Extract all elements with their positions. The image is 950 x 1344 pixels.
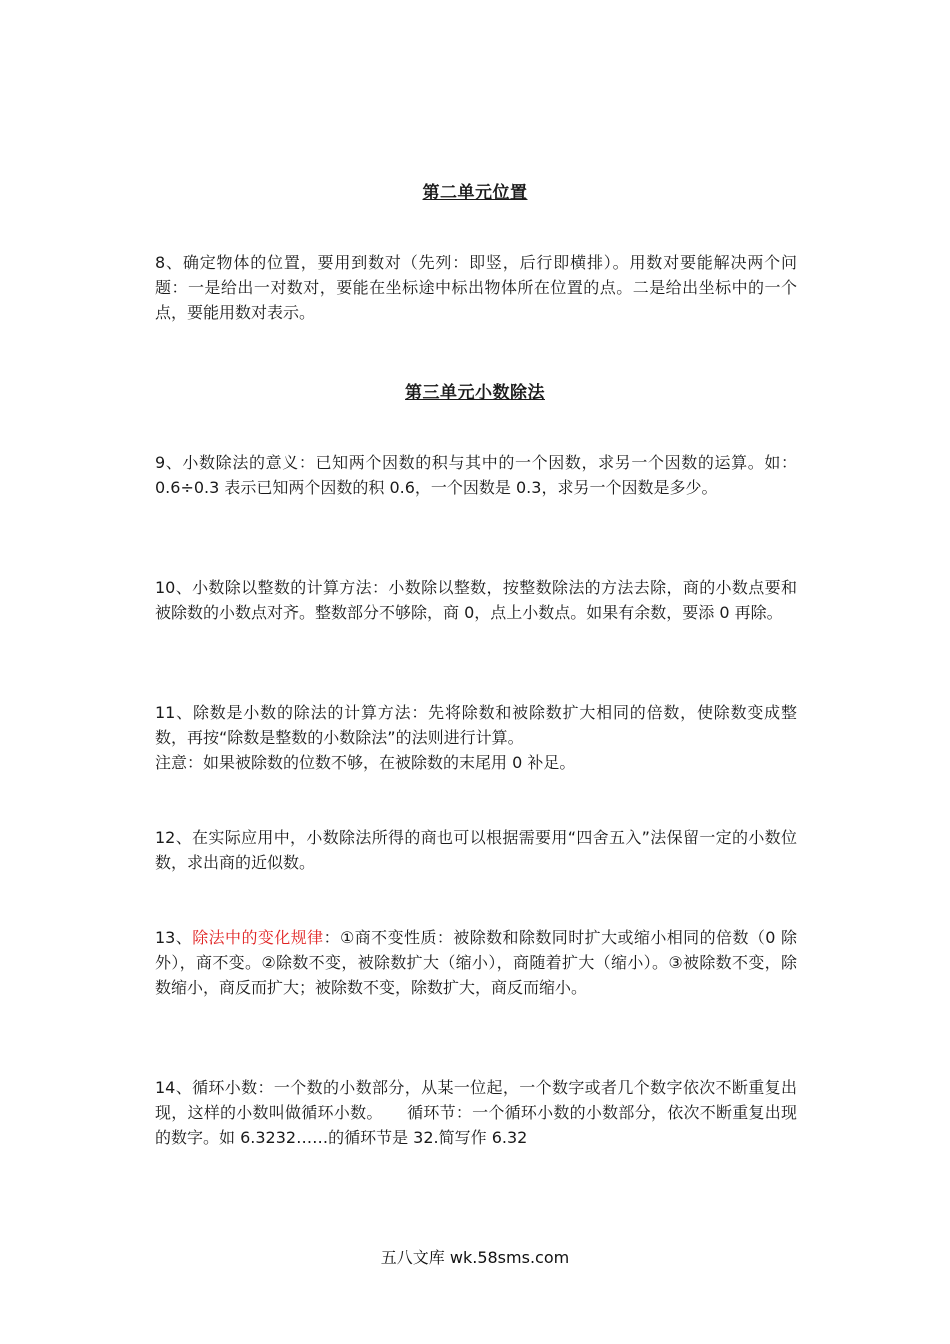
paragraph-12: 12、在实际应用中，小数除法所得的商也可以根据需要用“四舍五入”法保留一定的小数位数，求出商的近似数。: [155, 828, 797, 872]
paragraph-13-highlight: 除法中的变化规律: [192, 928, 324, 947]
paragraph-10: 10、小数除以整数的计算方法：小数除以整数，按整数除法的方法去除，商的小数点要和被除数的小数点对齐。整数部分不够除，商 0，点上小数点。如果有余数，要添 0 再除。: [155, 578, 797, 622]
paragraph-13: [155, 925, 797, 1000]
paragraph-13-number: 13、: [155, 928, 193, 947]
unit3-heading: 第三单元小数除法: [405, 383, 545, 403]
paragraph-8: 8、确定物体的位置，要用到数对（先列：即竖，后行即横排）。用数对要能解决两个问题：一是给出一对数对，要能在坐标途中标出物体所在位置的点。二是给出坐标中的一个点，要能用数对表示。: [155, 253, 797, 322]
paragraph-11-main: 11、除数是小数的除法的计算方法：先将除数和被除数扩大相同的倍数，使除数变成整数，再按“除数是整数的小数除法”的法则进行计算。: [155, 703, 797, 747]
paragraph-11-note: 注意：如果被除数的位数不够，在被除数的末尾用 0 补足。: [155, 753, 576, 772]
unit2-heading: 第二单元位置: [422, 183, 528, 203]
paragraph-11: [155, 700, 797, 775]
footer-watermark: 五八文库 wk.58sms.com: [380, 1248, 570, 1267]
paragraph-14: 14、循环小数：一个数的小数部分，从某一位起，一个数字或者几个数字依次不断重复出现，这样的小数叫做循环小数。 循环节：一个循环小数的小数部分，依次不断重复出现的数字。如 6.3232……的循环节是 32.简写作 6.32: [155, 1078, 797, 1147]
paragraph-9: 9、小数除法的意义：已知两个因数的积与其中的一个因数，求另一个因数的运算。如：0.6÷0.3 表示已知两个因数的积 0.6，一个因数是 0.3，求另一个因数是多少。: [155, 453, 797, 497]
paragraph-13-body: ：①商不变性质：被除数和除数同时扩大或缩小相同的倍数（0 除外），商不变。②除数不变，被除数扩大（缩小），商随着扩大（缩小）。③被除数不变，除数缩小，商反而扩大；被除数不变，除数扩大，商反而缩小。: [155, 928, 797, 997]
